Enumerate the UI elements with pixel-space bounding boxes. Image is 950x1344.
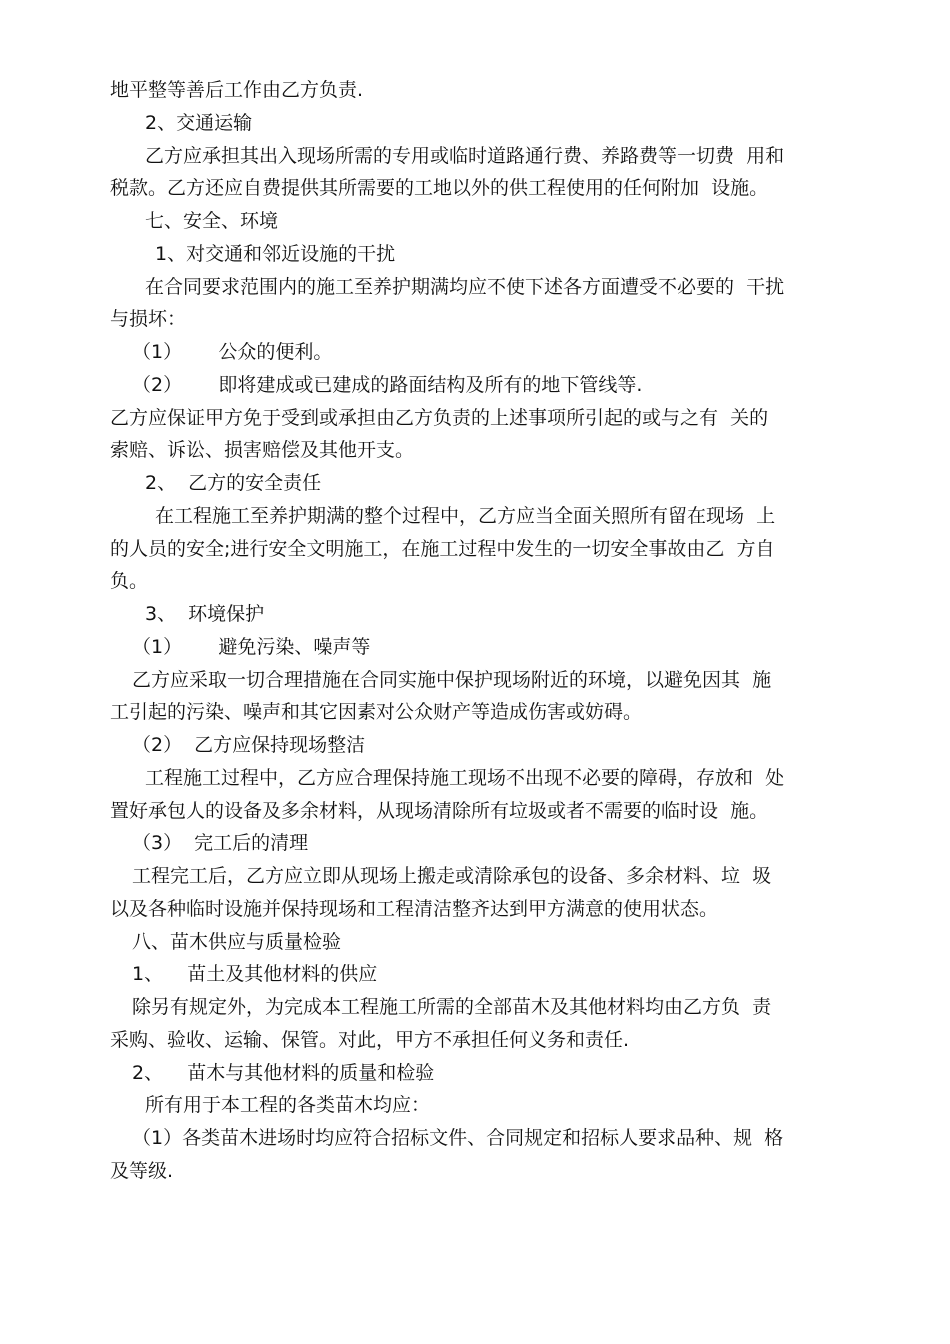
text-line: 置好承包人的设备及多余材料，从现场清除所有垃圾或者不需要的临时设 施。 bbox=[110, 800, 769, 822]
section-heading: 1、 苗土及其他材料的供应 bbox=[132, 963, 378, 985]
text-line: 乙方应采取一切合理措施在合同实施中保护现场附近的环境，以避免因其 施 bbox=[132, 669, 772, 691]
text-line: 乙方应保证甲方免于受到或承担由乙方负责的上述事项所引起的或与之有 关的 bbox=[110, 407, 769, 429]
list-item: （3） 完工后的清理 bbox=[132, 832, 309, 854]
list-item: （2） 乙方应保持现场整洁 bbox=[132, 734, 366, 756]
text-line: 及等级. bbox=[110, 1160, 174, 1182]
chapter-heading: 七、安全、环境 bbox=[145, 210, 279, 232]
text-line: 工程完工后，乙方应立即从现场上搬走或清除承包的设备、多余材料、垃 圾 bbox=[132, 865, 772, 887]
list-item: （2） 即将建成或已建成的路面结构及所有的地下管线等. bbox=[132, 374, 643, 396]
chapter-heading: 八、苗木供应与质量检验 bbox=[132, 931, 342, 953]
list-item: （1） 公众的便利。 bbox=[132, 341, 333, 363]
list-item: （1） 避免污染、噪声等 bbox=[132, 636, 371, 658]
text-line: 除另有规定外，为完成本工程施工所需的全部苗木及其他材料均由乙方负 责 bbox=[132, 996, 772, 1018]
section-heading: 1、对交通和邻近设施的干扰 bbox=[155, 243, 396, 265]
section-heading: 2、交通运输 bbox=[145, 112, 253, 134]
text-line: 工引起的污染、噪声和其它因素对公众财产等造成伤害或妨碍。 bbox=[110, 701, 643, 723]
text-line: 与损坏： bbox=[110, 308, 187, 330]
text-line: 以及各种临时设施并保持现场和工程清洁整齐达到甲方满意的使用状态。 bbox=[110, 898, 719, 920]
section-heading: 2、 苗木与其他材料的质量和检验 bbox=[132, 1062, 435, 1084]
text-line: 所有用于本工程的各类苗木均应： bbox=[145, 1094, 431, 1116]
text-line: 乙方应承担其出入现场所需的专用或临时道路通行费、养路费等一切费 用和 bbox=[145, 145, 785, 167]
text-line: 地平整等善后工作由乙方负责. bbox=[110, 79, 364, 101]
text-line: 税款。乙方还应自费提供其所需要的工地以外的供工程使用的任何附加 设施。 bbox=[110, 177, 769, 199]
text-line: 采购、验收、运输、保管。对此，甲方不承担任何义务和责任. bbox=[110, 1029, 630, 1051]
text-line: 在合同要求范围内的施工至养护期满均应不使下述各方面遭受不必要的 干扰 bbox=[145, 276, 785, 298]
section-heading: 3、 环境保护 bbox=[145, 603, 265, 625]
text-line: 在工程施工至养护期满的整个过程中，乙方应当全面关照所有留在现场 上 bbox=[155, 505, 776, 527]
text-line: 工程施工过程中，乙方应合理保持施工现场不出现不必要的障碍，存放和 处 bbox=[145, 767, 785, 789]
text-line: 负。 bbox=[110, 570, 149, 592]
list-item: （1）各类苗木进场时均应符合招标文件、合同规定和招标人要求品种、规 格 bbox=[132, 1127, 784, 1149]
section-heading: 2、 乙方的安全责任 bbox=[145, 472, 322, 494]
text-line: 的人员的安全;进行安全文明施工，在施工过程中发生的一切安全事故由乙 方自 bbox=[110, 538, 775, 560]
text-line: 索赔、诉讼、损害赔偿及其他开支。 bbox=[110, 439, 415, 461]
